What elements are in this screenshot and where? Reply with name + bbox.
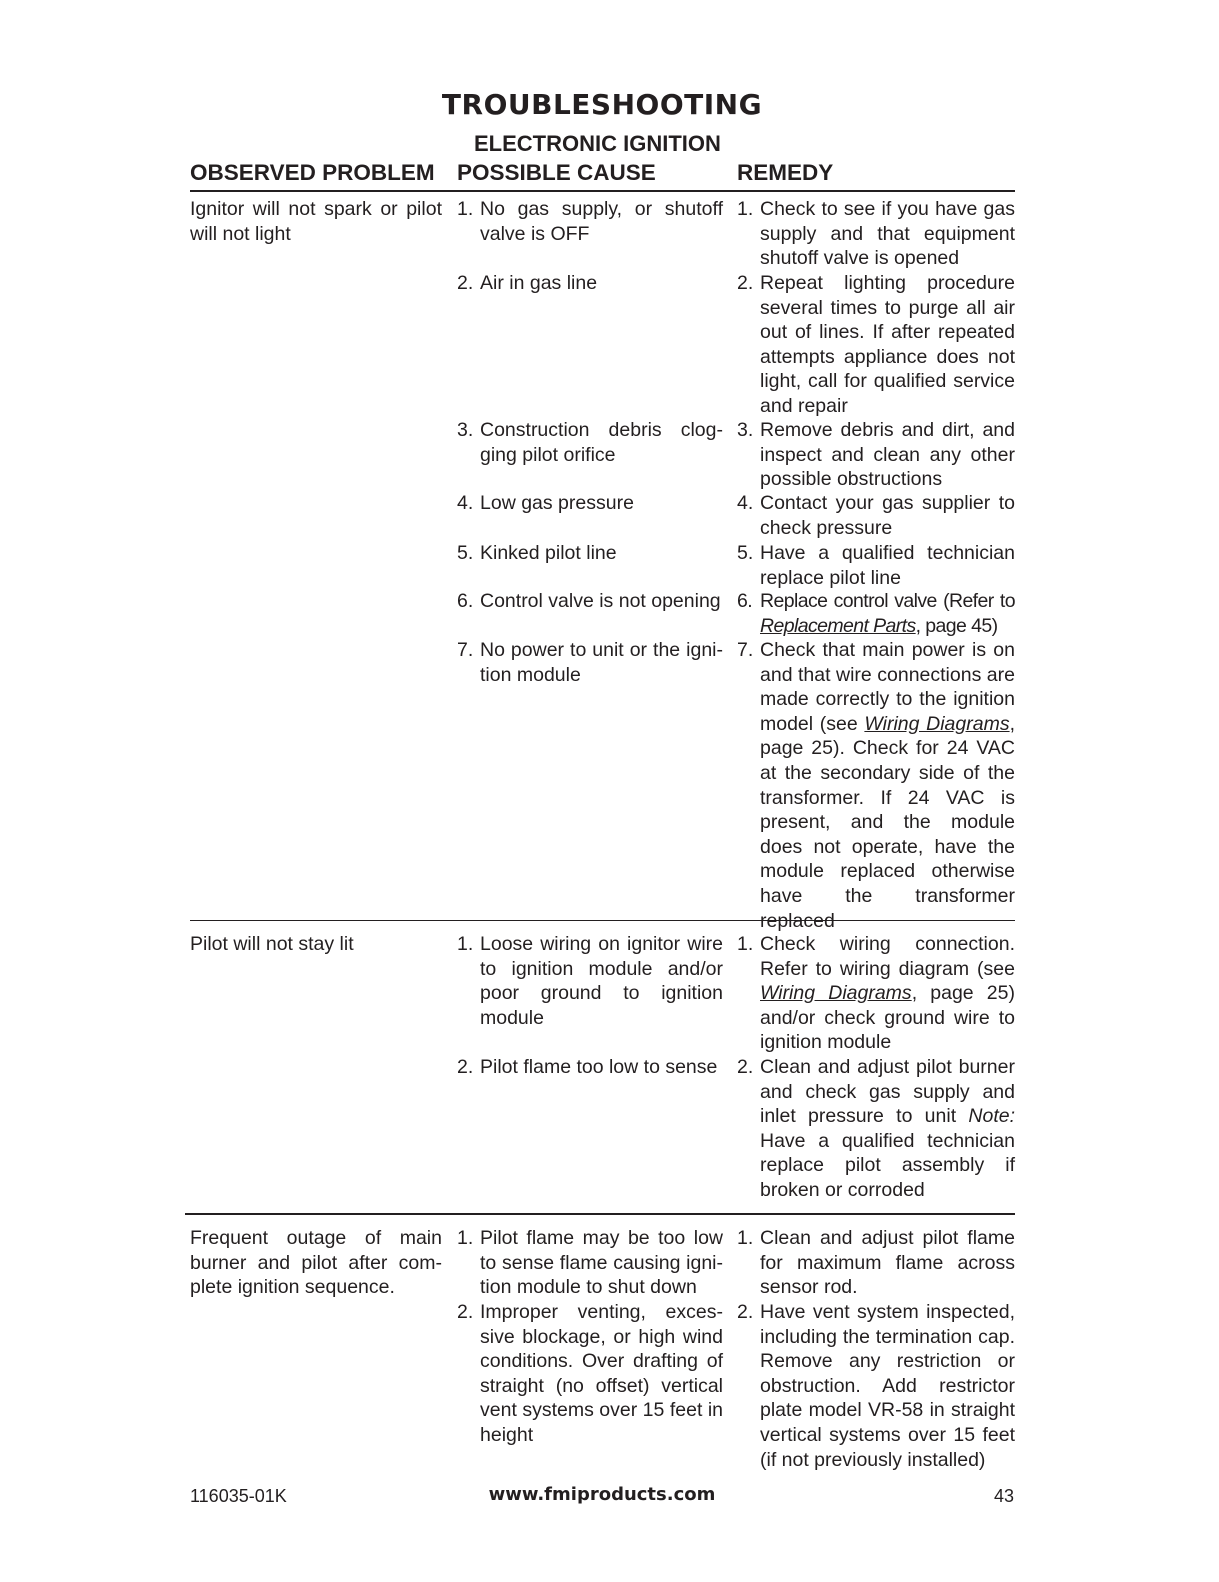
remedy-text: Check to see if you have gas supply and that equipment shutoff valve is opened (760, 198, 1015, 270)
cause-number: 2. (457, 1301, 474, 1323)
replacement-parts-link[interactable]: Replacement Parts (760, 614, 916, 637)
section-divider-2 (185, 1213, 1015, 1215)
remedy-text: Have a qualified technician replace pilot line (760, 542, 1015, 589)
remedy-number: 2. (737, 1056, 754, 1078)
cause-text: Kinked pilot line (480, 542, 617, 564)
remedy-text: Contact your gas supplier to check pressure (760, 492, 1015, 539)
remedy-number: 2. (737, 272, 754, 294)
wiring-diagrams-link[interactable]: Wiring Diagrams (864, 712, 1010, 735)
remedy-text: Clean and adjust pilot flame for maximum flame across sensor rod. (760, 1227, 1015, 1299)
page-number: 43 (994, 1486, 1015, 1506)
cause-number: 3. (457, 419, 474, 441)
remedy-3-2 (737, 1300, 1015, 1472)
note-label: Note: (968, 1105, 1015, 1128)
remedy-number: 5. (737, 542, 754, 564)
remedy-text: Have vent system inspected, including the termination cap. Remove any restriction or obstruction. Add restrictor plate model VR-58 in straight vertical systems over 15 feet (if not previously installed) (760, 1301, 1015, 1471)
cause-number: 6. (457, 590, 474, 612)
cause-text: Air in gas line (480, 272, 598, 294)
section-divider-1 (190, 920, 1015, 921)
cause-text: Improper venting, exces-sive blockage, or high wind conditions. Over drafting of straight (no offset) vertical vent systems over 15 feet in height (480, 1301, 723, 1446)
remedy-text: Check that main power is on and that wire connections are made correctly to the ignition model (see Wiring Diagrams, page 25). Check for 24 VAC at the secondary side of the transformer. If 24 VAC is present, and the module does not operate, have the module replaced otherwise have the transformer replaced (760, 639, 1015, 932)
header-observed-problem: OBSERVED PROBLEM (190, 160, 435, 185)
remedy-1-6 (737, 589, 1015, 638)
remedy-number: 1. (737, 1227, 754, 1249)
cause-number: 7. (457, 639, 474, 661)
cause-text: No gas supply, or shutoff valve is OFF (480, 198, 723, 245)
header-divider (190, 190, 1015, 192)
remedy-text: Check wiring connection. Refer to wiring diagram (see Wiring Diagrams, page 25) and/or check ground wire to ignition module (760, 933, 1015, 1054)
cause-number: 2. (457, 1056, 474, 1078)
cause-number: 2. (457, 272, 474, 294)
cause-number: 1. (457, 198, 474, 220)
cause-2-2 (457, 1055, 723, 1080)
remedy-2-2 (737, 1055, 1015, 1203)
header-remedy: REMEDY (737, 160, 834, 185)
cause-text: Construction debris clog-ging pilot orifice (480, 419, 723, 466)
wiring-diagrams-link[interactable]: Wiring Diagrams (760, 982, 912, 1005)
cause-text: Loose wiring on ignitor wire to ignition module and/or poor ground to ignition module (480, 933, 723, 1029)
remedy-1-4 (737, 491, 1015, 540)
cause-text: Pilot flame too low to sense (480, 1056, 718, 1078)
remedy-text: Clean and adjust pilot burner and check gas supply and inlet pressure to unit Note: Have a qualified technician replace pilot assembly if broken or corroded (760, 1056, 1015, 1201)
website-url[interactable]: www.fmiproducts.com (488, 1484, 716, 1505)
cause-1-4 (457, 491, 723, 516)
remedy-1-7 (737, 638, 1015, 933)
cause-1-6 (457, 589, 723, 614)
remedy-1-3 (737, 418, 1015, 492)
cause-number: 1. (457, 1227, 474, 1249)
cause-text: Control valve is not opening (480, 590, 721, 612)
cause-3-1 (457, 1226, 723, 1300)
remedy-number: 1. (737, 198, 754, 220)
cause-1-2 (457, 271, 723, 296)
remedy-text: Repeat lighting procedure several times to purge all air out of lines. If after repeated attempts appliance does not light, call for qualified service and repair (760, 272, 1015, 417)
cause-1-3 (457, 418, 723, 467)
problem-1: Ignitor will not spark or pilot will not light (190, 198, 442, 245)
cause-text: Low gas pressure (480, 492, 634, 514)
remedy-3-1 (737, 1226, 1015, 1300)
remedy-number: 7. (737, 639, 754, 661)
remedy-number: 1. (737, 933, 754, 955)
cause-1-1 (457, 197, 723, 246)
problem-3: Frequent outage of main burner and pilot after com-plete ignition sequence. (190, 1227, 442, 1299)
cause-1-7 (457, 638, 723, 687)
remedy-2-1 (737, 932, 1015, 1055)
cause-text: Pilot flame may be too low to sense flame causing igni-tion module to shut down (480, 1227, 723, 1299)
cause-2-1 (457, 932, 723, 1030)
document-number: 116035-01K (190, 1486, 287, 1506)
remedy-1-5 (737, 541, 1015, 590)
section-subtitle: ELECTRONIC IGNITION (474, 131, 721, 156)
remedy-number: 2. (737, 1301, 754, 1323)
problem-2: Pilot will not stay lit (190, 933, 354, 955)
remedy-1-1 (737, 197, 1015, 271)
cause-number: 1. (457, 933, 474, 955)
cause-3-2 (457, 1300, 723, 1448)
cause-text: No power to unit or the igni-tion module (480, 639, 723, 686)
remedy-number: 3. (737, 419, 754, 441)
header-possible-cause: POSSIBLE CAUSE (457, 160, 656, 185)
cause-number: 4. (457, 492, 474, 514)
remedy-text: Remove debris and dirt, and inspect and clean any other possible obstructions (760, 419, 1015, 491)
page-title: TROUBLESHOOTING (441, 88, 763, 121)
remedy-1-2 (737, 271, 1015, 419)
remedy-number: 6. (737, 590, 753, 612)
remedy-text: Replace control valve (Refer to Replacement Parts, page 45) (760, 590, 1015, 637)
cause-number: 5. (457, 542, 474, 564)
remedy-number: 4. (737, 492, 754, 514)
cause-1-5 (457, 541, 723, 566)
